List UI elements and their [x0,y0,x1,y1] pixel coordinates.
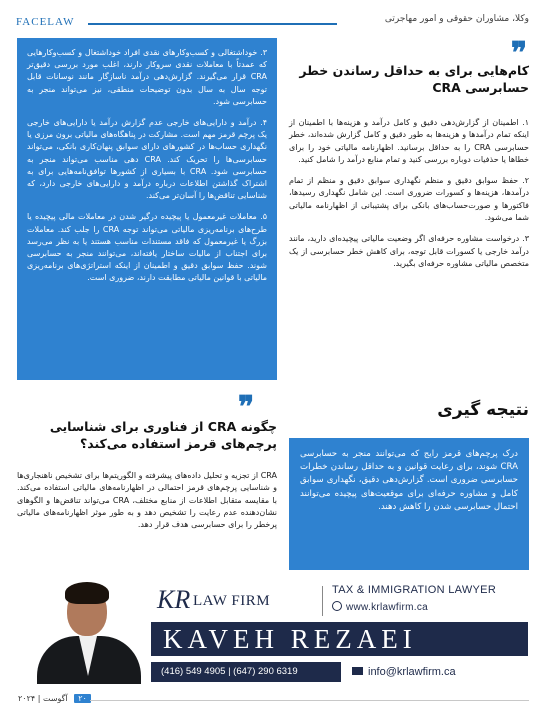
conclusion-text: درک پرچم‌های قرمز رایج که می‌توانند منجر به حسابرسی CRA شوند، برای رعایت قوانین و به حداقل رساندن خطرات حسابرسی ضروری است. گزارش‌دهی دقیق، نگهداری سوابق کامل و مشاوره حرفه‌ای برای موقعیت‌های پیچیده می‌توانند احتمال حسابرسی شدن را کاهش دهند. [300,449,518,512]
logo-mark: KR [157,585,191,614]
ad-email-link[interactable] [352,662,456,682]
email-text: info@krlawfirm.ca [368,666,456,678]
technology-column [17,470,277,531]
step-paragraph: ۳. درخواست مشاوره حرفه‌ای اگر وضعیت مالیاتی پیچیده‌ای دارید، مانند درآمد خارجی یا کسورات قابل توجه، برای کاهش خطر حسابرسی از یک متخصص مالیاتی مشاوره حرفه‌ای بگیرید. [289,234,529,268]
lawyer-photo [29,580,147,684]
conclusion-box [289,438,529,570]
section-heading-steps: کام‌هایی برای به حداقل رساندن خطر حسابرسی CRA [299,63,529,95]
lawyer-name-banner: KAVEH REZAEI [151,622,528,656]
bluebox-paragraph: ۵. معاملات غیرمعمول یا پیچیده درگیر شدن در معاملات مالی پیچیده یا طرح‌های برنامه‌ریزی مالیاتی می‌تواند توجه CRA را جلب کند. معاملات بزرگ یا غیرمعمول که فاقد مستندات مناسب هستند یا به نظر می‌رسد برای اجتناب از مالیات ساختار یافته‌اند، می‌توانند منجر به حسابرسی شوند. حفظ سوابق دقیق و اطمینان از اینکه استراتژی‌های برنامه‌ریزی مالیاتی با قوانین مالیاتی مطابقت دارند، ضروری است. [27,212,267,283]
mail-icon [352,667,363,675]
hair-shape [65,582,109,604]
quote-mark-icon: ❞ [510,36,527,71]
globe-icon [332,601,342,611]
conclusion-heading: نتیجه گیری [437,400,529,420]
ad-divider [322,586,323,616]
blue-info-box [17,38,277,380]
header-title: وکلا، مشاوران حقوقی و امور مهاجرتی [384,14,529,24]
quote-mark-icon: ❞ [238,390,255,425]
bluebox-paragraph: ۴. درآمد و دارایی‌های خارجی عدم گزارش درآمد یا دارایی‌های خارجی یک پرچم قرمز مهم است. مشارکت در پناهگاه‌های مالیاتی برون مرزی یا نگهداری حساب‌ها در کشورهای دارای سوابق پنهان‌کاری بانکی، می‌تواند حسابرسی‌ها را تحریک کند. CRA دهی مناسب می‌تواند منجر به حسابرسی شود. CRA با بسیاری از کشورها توافق‌نامه‌هایی برای به اشتراک گذاشتن اطلاعات درباره درآمد و دارایی‌های خارجی دارد، که شناسایی تناقض‌ها را آسان‌تر می‌کند. [27,118,267,201]
phone-numbers[interactable]: (416) 549 4905 | (647) 290 6319 [151,662,341,682]
step-paragraph: ۲. حفظ سوابق دقیق و منظم نگهداری سوابق دقیق و منظم از تمام درآمدها، هزینه‌ها و کسورات ضروری است. این شامل نگهداری رسیدها، فاکتورها و صورت‌حساب‌های بانکی برای پشتیبانی از اظهارنامه مالیاتی شما می‌شود. [289,176,529,223]
page-footer [18,694,91,708]
ad-tagline: TAX & IMMIGRATION LAWYER [332,584,497,596]
page-number: ۲۰ [74,694,91,703]
technology-paragraph: CRA از تجزیه و تحلیل داده‌های پیشرفته و الگوریتم‌ها برای تشخیص ناهنجاری‌ها و شناسایی پرچم‌های قرمز احتمالی در اظهارنامه‌های مالیاتی استفاده می‌کند. با مقایسه متقابل اطلاعات از منابع مختلف، CRA می‌تواند تناقض‌ها و الگوهای نشان‌دهنده عدم رعایت را تشخیص دهد و به طور موثر اظهارنامه‌های مالیاتی پرخطر را برای حسابرسی هدف قرار دهد. [17,471,278,530]
website-text: www.krlawfirm.ca [346,602,429,613]
header-divider [88,23,337,25]
logo-text: LAW FIRM [193,593,271,609]
firm-logo [157,586,317,614]
page-header [16,14,529,34]
issue-date: آگوست | ۲۰۲۴ [18,694,68,703]
bluebox-paragraph: ۳. خوداشتغالی و کسب‌وکارهای نقدی افراد خوداشتغال و کسب‌وکارهایی که عمدتاً با معاملات نقدی سروکار دارند، اغلب مورد بررسی دقیق‌تر CRA قرار می‌گیرند. گزارش‌دهی درآمد ناسازگار مانند نوسانات قابل توجه سال به سال بدون توضیحات منطقی، نیز می‌تواند منجر به حسابرسی شود. [27,48,267,106]
footer-divider [90,700,529,701]
section-heading-technology: چگونه CRA از فناوری برای شناسایی پرچم‌های قرمز استفاده می‌کند؟ [49,419,277,451]
header-brand: FACELAW [16,16,75,28]
steps-column [289,117,529,279]
step-paragraph: ۱. اطمینان از گزارش‌دهی دقیق و کامل درآمد و هزینه‌ها با اطمینان از اینکه تمام درآمدها و هزینه‌ها به طور دقیق و کامل گزارش شده‌اند، خطر حسابرسی CRA را به حداقل برسانید. اظهارنامه مالیاتی خود را برای خطاها یا حذفیات دوباره بررسی کنید و تمام منابع درآمد را شامل کنید. [289,118,529,164]
law-firm-ad[interactable] [17,578,528,686]
ad-website-link[interactable] [332,601,428,613]
